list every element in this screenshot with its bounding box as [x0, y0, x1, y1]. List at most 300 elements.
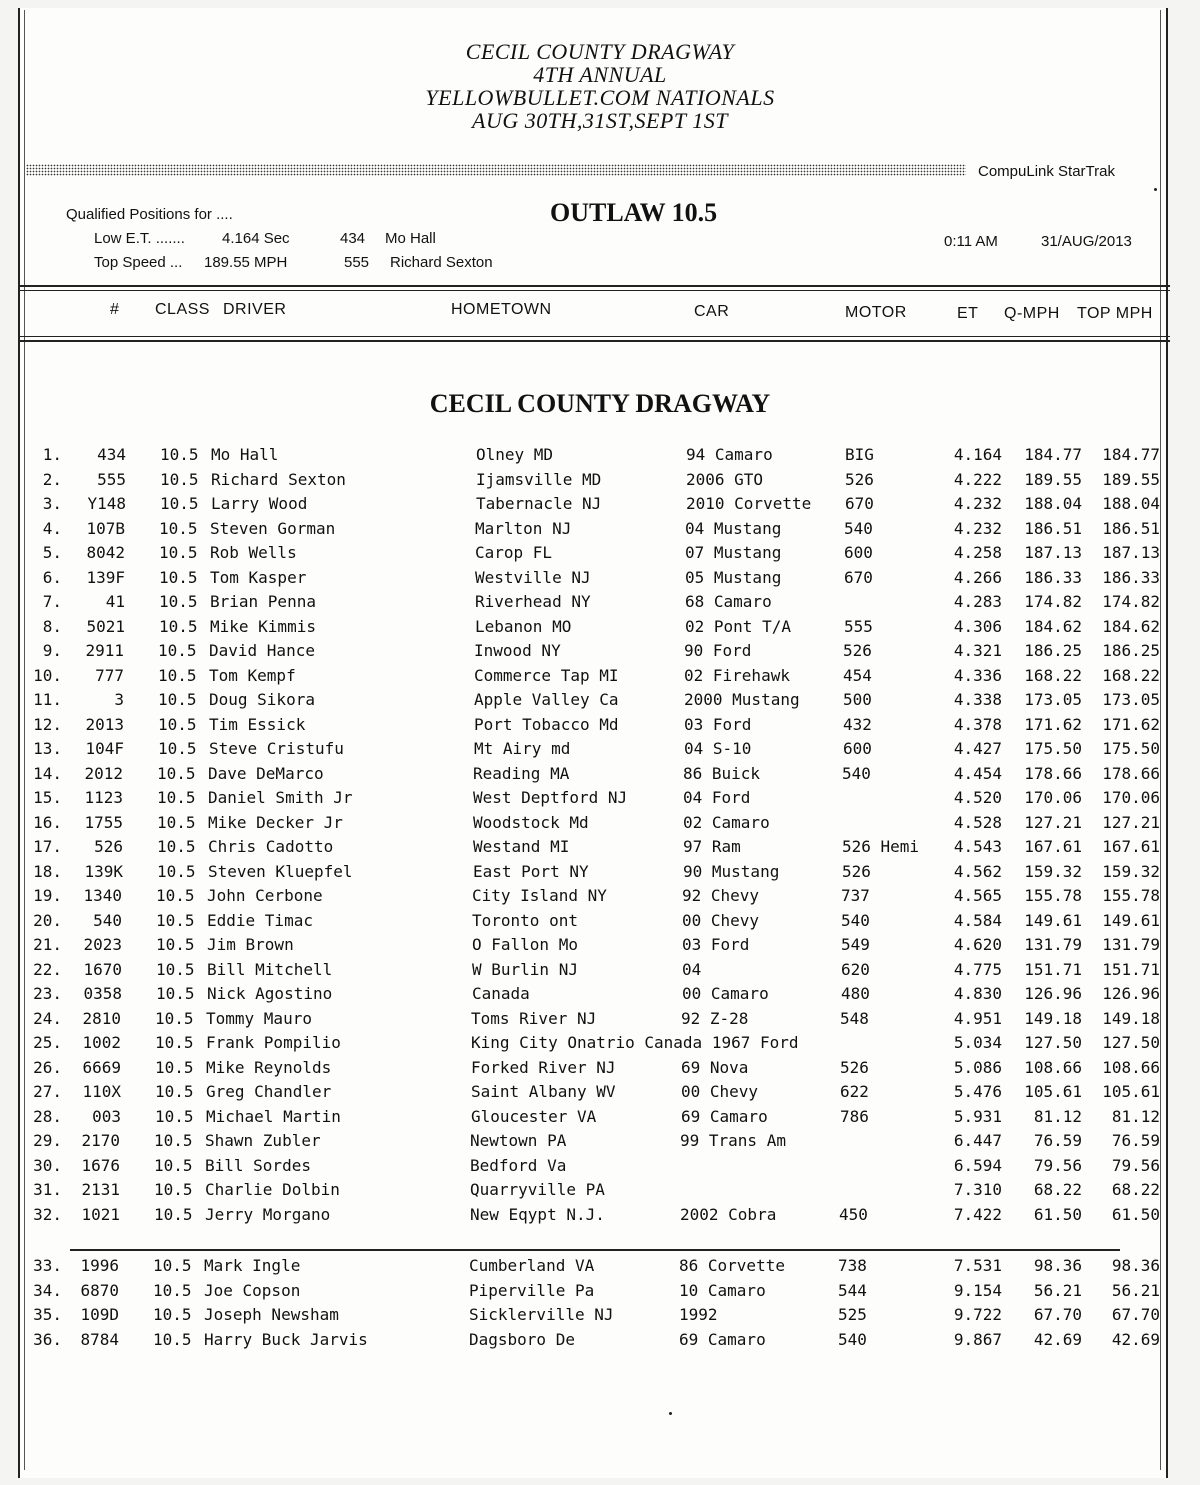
cell-et: 4.520 — [953, 788, 1002, 807]
event-dates: AUG 30TH,31ST,SEPT 1ST — [472, 108, 728, 133]
cell-et: 5.086 — [953, 1057, 1002, 1077]
cell-driver: Mo Hall — [211, 445, 279, 464]
cell-qmph: 186.51 — [1024, 518, 1082, 538]
cell-car: 69 Camaro — [681, 1106, 768, 1126]
col-header-qmph: Q-MPH — [1004, 305, 1060, 322]
cell-driver: Mark Ingle — [204, 1256, 301, 1275]
cell-et: 4.336 — [953, 665, 1002, 685]
cell-et: 4.321 — [953, 641, 1002, 660]
cell-num: 104F — [85, 739, 124, 758]
cell-car: 2000 Mustang — [684, 690, 800, 709]
cell-topmph: 126.96 — [1102, 984, 1160, 1003]
cell-motor: 600 — [844, 543, 873, 562]
cell-hometown: Westand MI — [473, 837, 570, 856]
cell-et: 4.584 — [953, 910, 1002, 930]
cell-car: 07 Mustang — [685, 543, 782, 562]
cell-et: 4.306 — [953, 616, 1002, 636]
cell-et: 9.722 — [953, 1305, 1002, 1325]
cell-motor: 549 — [841, 935, 870, 954]
cell-qmph: 79.56 — [1033, 1155, 1082, 1175]
cell-et: 4.427 — [953, 739, 1002, 758]
cell-driver: Steve Cristufu — [209, 739, 344, 758]
low-et-label: Low E.T. ....... — [94, 230, 185, 247]
cell-car: 92 Chevy — [682, 886, 760, 905]
cell-hometown: Quarryville PA — [470, 1180, 605, 1199]
cell-driver: Jim Brown — [207, 935, 294, 954]
cell-class: 10.5 — [153, 1256, 192, 1275]
cell-car: 05 Mustang — [685, 567, 782, 587]
sheet-right-rule — [1160, 10, 1161, 1470]
cell-hometown: Forked River NJ — [471, 1057, 616, 1077]
cell-driver: Daniel Smith Jr — [208, 788, 353, 807]
cell-driver: Tommy Mauro — [206, 1008, 312, 1028]
cell-num: 1340 — [83, 886, 122, 905]
cell-driver: Larry Wood — [211, 494, 308, 513]
cell-pos: 18. — [33, 861, 62, 881]
cell-driver: Greg Chandler — [206, 1082, 332, 1101]
cell-class: 10.5 — [154, 1180, 193, 1199]
cell-pos: 6. — [42, 567, 62, 587]
cell-class: 10.5 — [155, 1082, 194, 1101]
cell-pos: 19. — [33, 886, 62, 905]
cell-topmph: 151.71 — [1102, 959, 1160, 979]
cell-hometown: Riverhead NY — [475, 592, 591, 611]
cell-class: 10.5 — [157, 812, 196, 832]
cell-num: 41 — [105, 592, 125, 611]
cell-motor: 540 — [844, 518, 873, 538]
cell-qmph: 149.61 — [1024, 910, 1082, 930]
cell-hometown: City Island NY — [472, 886, 607, 905]
cell-et: 4.283 — [953, 592, 1002, 611]
cell-driver: Shawn Zubler — [205, 1131, 321, 1150]
cell-pos: 14. — [33, 763, 62, 783]
cell-hometown: Gloucester VA — [471, 1106, 597, 1126]
col-header-car: CAR — [694, 303, 730, 320]
cell-driver: John Cerbone — [207, 886, 323, 905]
cell-qmph: 61.50 — [1033, 1204, 1082, 1224]
rule-top-1 — [18, 285, 1170, 287]
cell-topmph: 186.51 — [1102, 518, 1160, 538]
cell-topmph: 167.61 — [1102, 837, 1160, 856]
cell-et: 4.232 — [953, 494, 1002, 513]
cell-qmph: 188.04 — [1024, 494, 1082, 513]
report-date: 31/AUG/2013 — [1041, 233, 1132, 250]
cell-car: 94 Camaro — [686, 445, 773, 464]
cell-num: 139F — [86, 567, 125, 587]
cell-hometown: Piperville Pa — [469, 1280, 595, 1300]
cell-num: 139K — [84, 861, 123, 881]
event-venue: CECIL COUNTY DRAGWAY — [465, 39, 735, 64]
cell-pos: 2. — [42, 469, 62, 489]
low-et-driver: Mo Hall — [385, 230, 436, 247]
cell-et: 4.164 — [953, 445, 1002, 464]
col-header-class: CLASS — [155, 301, 210, 318]
top-speed-value: 189.55 MPH — [204, 254, 288, 271]
cell-driver: Nick Agostino — [207, 984, 333, 1003]
cell-num: 110X — [82, 1082, 121, 1101]
cell-topmph: 42.69 — [1111, 1330, 1160, 1350]
cell-motor: 555 — [844, 616, 873, 636]
cell-qmph: 186.25 — [1024, 641, 1082, 660]
cell-pos: 28. — [33, 1106, 62, 1126]
cell-pos: 3. — [42, 494, 62, 513]
cell-class: 10.5 — [155, 1008, 194, 1028]
cell-class: 10.5 — [159, 567, 198, 587]
cell-et: 4.775 — [953, 959, 1002, 979]
rule-top-2 — [18, 290, 1170, 291]
cell-num: Y148 — [87, 494, 126, 513]
cell-pos: 16. — [33, 812, 62, 832]
cell-qmph: 187.13 — [1024, 543, 1082, 562]
cell-qmph: 186.33 — [1024, 567, 1082, 587]
cell-et: 5.931 — [953, 1106, 1002, 1126]
col-header-num: # — [110, 301, 120, 318]
speck — [1154, 188, 1157, 191]
cell-qmph: 81.12 — [1033, 1106, 1082, 1126]
cell-pos: 26. — [33, 1057, 62, 1077]
cell-motor: 670 — [845, 494, 874, 513]
cell-pos: 1. — [42, 445, 62, 464]
cell-driver: Eddie Timac — [207, 910, 313, 930]
cell-class: 10.5 — [156, 910, 195, 930]
cell-qmph: 98.36 — [1033, 1256, 1082, 1275]
cell-car: 03 Ford — [682, 935, 750, 954]
cell-hometown: Bedford Va — [470, 1155, 567, 1175]
cell-driver: Richard Sexton — [211, 469, 346, 489]
cell-num: 2013 — [85, 714, 124, 734]
cell-num: 555 — [97, 469, 126, 489]
cell-qmph: 184.77 — [1024, 445, 1082, 464]
cell-topmph: 159.32 — [1102, 861, 1160, 881]
cell-pos: 12. — [33, 714, 62, 734]
cell-num: 540 — [93, 910, 122, 930]
cell-motor: 526 Hemi — [842, 837, 920, 856]
cell-topmph: 127.50 — [1102, 1033, 1160, 1052]
cell-num: 6669 — [82, 1057, 121, 1077]
cell-class: 10.5 — [156, 959, 195, 979]
cell-motor: 525 — [838, 1305, 867, 1325]
cell-et: 4.378 — [953, 714, 1002, 734]
cell-topmph: 56.21 — [1111, 1280, 1160, 1300]
event-edition: 4TH ANNUAL — [533, 62, 667, 87]
cell-motor: 526 — [842, 861, 871, 881]
cell-driver: Charlie Dolbin — [205, 1180, 340, 1199]
cell-num: 2023 — [83, 935, 122, 954]
cell-qmph: 170.06 — [1024, 788, 1082, 807]
cell-motor: 670 — [844, 567, 873, 587]
cell-topmph: 168.22 — [1102, 665, 1160, 685]
cell-car: 00 Chevy — [681, 1082, 759, 1101]
cell-pos: 4. — [42, 518, 62, 538]
cell-pos: 13. — [33, 739, 62, 758]
cell-class: 10.5 — [157, 861, 196, 881]
cell-hometown: Ijamsville MD — [476, 469, 602, 489]
cell-et: 9.154 — [953, 1280, 1002, 1300]
cell-class: 10.5 — [153, 1305, 192, 1325]
cell-hometown: Reading MA — [473, 763, 570, 783]
cell-motor: 786 — [840, 1106, 869, 1126]
qualified-label: Qualified Positions for .... — [66, 206, 233, 223]
cell-qmph: 184.62 — [1024, 616, 1082, 636]
cell-class: 10.5 — [159, 518, 198, 538]
cell-car: 02 Pont T/A — [685, 616, 791, 636]
cell-qmph: 174.82 — [1024, 592, 1082, 611]
cell-pos: 31. — [33, 1180, 62, 1199]
cell-class: 10.5 — [158, 665, 197, 685]
cell-qmph: 151.71 — [1024, 959, 1082, 979]
cell-num: 8042 — [86, 543, 125, 562]
cell-class: 10.5 — [157, 788, 196, 807]
col-header-driver: DRIVER — [223, 301, 287, 318]
cell-num: 2131 — [81, 1180, 120, 1199]
cell-car: 02 Camaro — [683, 812, 770, 832]
cell-driver: Mike Decker Jr — [208, 812, 343, 832]
timing-brand: CompuLink StarTrak — [978, 163, 1115, 180]
cell-hometown: West Deptford NJ — [473, 788, 628, 807]
cell-class: 10.5 — [156, 935, 195, 954]
cell-car: 2002 Cobra — [680, 1204, 777, 1224]
cell-topmph: 98.36 — [1111, 1256, 1160, 1275]
cell-qmph: 167.61 — [1024, 837, 1082, 856]
cell-topmph: 61.50 — [1111, 1204, 1160, 1224]
cell-motor: 500 — [843, 690, 872, 709]
cell-driver: Steven Kluepfel — [208, 861, 353, 881]
cell-motor: BIG — [845, 445, 874, 464]
cell-car: 99 Trans Am — [680, 1131, 786, 1150]
cell-pos: 36. — [33, 1330, 62, 1350]
cell-hometown: Canada — [472, 984, 530, 1003]
track-heading: CECIL COUNTY DRAGWAY — [429, 389, 771, 418]
cell-motor: 526 — [840, 1057, 869, 1077]
cell-pos: 7. — [42, 592, 62, 611]
cell-driver: Jerry Morgano — [205, 1204, 331, 1224]
cell-class: 10.5 — [158, 690, 197, 709]
cell-car: 02 Firehawk — [684, 665, 790, 685]
cell-hometown: Marlton NJ — [475, 518, 572, 538]
cell-driver: Rob Wells — [210, 543, 297, 562]
cell-motor: 454 — [843, 665, 872, 685]
cell-qmph: 155.78 — [1024, 886, 1082, 905]
cell-hometown: Inwood NY — [474, 641, 561, 660]
cell-pos: 10. — [33, 665, 62, 685]
cell-qmph: 68.22 — [1033, 1180, 1082, 1199]
cell-qmph: 42.69 — [1033, 1330, 1082, 1350]
cell-topmph: 175.50 — [1102, 739, 1160, 758]
cell-topmph: 108.66 — [1102, 1057, 1160, 1077]
cell-qmph: 189.55 — [1024, 469, 1082, 489]
cell-driver: Joseph Newsham — [204, 1305, 339, 1325]
cell-hometown: Lebanon MO — [475, 616, 572, 636]
event-name: YELLOWBULLET.COM NATIONALS — [425, 85, 775, 110]
cell-topmph: 186.25 — [1102, 641, 1160, 660]
cell-hometown: Westville NJ — [475, 567, 591, 587]
cell-num: 2170 — [81, 1131, 120, 1150]
cell-driver: Bill Sordes — [205, 1155, 311, 1175]
cell-num: 1021 — [81, 1204, 120, 1224]
cell-topmph: 170.06 — [1102, 788, 1160, 807]
cell-motor: 544 — [838, 1280, 867, 1300]
cell-qmph: 67.70 — [1033, 1305, 1082, 1325]
cell-class: 10.5 — [159, 543, 198, 562]
cell-hometown: Woodstock Md — [473, 812, 589, 832]
cell-hometown: Carop FL — [475, 543, 553, 562]
cell-class: 10.5 — [155, 1033, 194, 1052]
cell-num: 2810 — [82, 1008, 121, 1028]
cell-class: 10.5 — [158, 641, 197, 660]
cell-car: 86 Corvette — [679, 1256, 785, 1275]
cell-et: 4.258 — [953, 543, 1002, 562]
cell-car: 90 Mustang — [683, 861, 780, 881]
cell-pos: 17. — [33, 837, 62, 856]
cell-driver: Harry Buck Jarvis — [204, 1330, 368, 1350]
cell-pos: 23. — [33, 984, 62, 1003]
cell-class: 10.5 — [153, 1330, 192, 1350]
cell-class: 10.5 — [157, 837, 196, 856]
cell-hometown: East Port NY — [473, 861, 589, 881]
cell-qmph: 173.05 — [1024, 690, 1082, 709]
cell-car: 97 Ram — [683, 837, 741, 856]
cell-pos: 33. — [33, 1256, 62, 1275]
cell-hometown: Commerce Tap MI — [474, 665, 619, 685]
cell-num: 777 — [95, 665, 124, 685]
cell-motor: 526 — [845, 469, 874, 489]
cell-motor: 620 — [841, 959, 870, 979]
rule-bottom-2 — [18, 340, 1170, 342]
cell-pos: 22. — [33, 959, 62, 979]
cell-topmph: 178.66 — [1102, 763, 1160, 783]
cell-class: 10.5 — [155, 1057, 194, 1077]
cell-qmph: 56.21 — [1033, 1280, 1082, 1300]
cell-num: 6870 — [80, 1280, 119, 1300]
low-et-value: 4.164 Sec — [222, 230, 290, 247]
cell-car: 04 S-10 — [684, 739, 752, 758]
cell-motor: 548 — [840, 1008, 869, 1028]
cell-motor: 480 — [841, 984, 870, 1003]
cell-car: 2010 Corvette — [686, 494, 812, 513]
cell-num: 5021 — [86, 616, 125, 636]
cell-hometown: Sicklerville NJ — [469, 1305, 614, 1325]
cell-car: 69 Camaro — [679, 1330, 766, 1350]
cell-pos: 35. — [33, 1305, 62, 1325]
cell-et: 4.562 — [953, 861, 1002, 881]
cell-qmph: 168.22 — [1024, 665, 1082, 685]
cell-num: 1755 — [84, 812, 123, 832]
cell-pos: 8. — [42, 616, 62, 636]
speck — [669, 1412, 672, 1415]
cell-hometown: Toms River NJ — [471, 1008, 597, 1028]
cell-driver: Doug Sikora — [209, 690, 315, 709]
cell-motor: 540 — [842, 763, 871, 783]
cell-num: 3 — [114, 690, 124, 709]
cell-topmph: 184.62 — [1102, 616, 1160, 636]
cell-num: 2012 — [84, 763, 123, 783]
cell-qmph: 171.62 — [1024, 714, 1082, 734]
cell-topmph: 174.82 — [1102, 592, 1160, 611]
cell-driver: Tom Kempf — [209, 665, 296, 685]
cell-driver: Dave DeMarco — [208, 763, 324, 783]
cell-motor: 622 — [840, 1082, 869, 1101]
col-header-motor: MOTOR — [845, 304, 907, 321]
cell-topmph: 187.13 — [1102, 543, 1160, 562]
cell-et: 6.447 — [953, 1131, 1002, 1150]
cell-hometown: Olney MD — [476, 445, 554, 464]
cell-class: 10.5 — [160, 494, 199, 513]
cell-et: 4.528 — [953, 812, 1002, 832]
col-header-et: ET — [957, 305, 979, 322]
cell-class: 10.5 — [156, 886, 195, 905]
cell-pos: 21. — [33, 935, 62, 954]
cell-car: 69 Nova — [681, 1057, 749, 1077]
cell-topmph: 155.78 — [1102, 886, 1160, 905]
cell-qmph: 76.59 — [1033, 1131, 1082, 1150]
cell-num: 8784 — [80, 1330, 119, 1350]
cell-class: 10.5 — [158, 714, 197, 734]
cell-class: 10.5 — [160, 445, 199, 464]
cell-car: 1992 — [679, 1305, 718, 1325]
cell-num: 1123 — [84, 788, 123, 807]
cell-hometown: New Eqypt N.J. — [470, 1204, 605, 1224]
cell-hometown: King City Onatrio Canada 1967 Ford — [471, 1033, 799, 1052]
cell-motor: 526 — [843, 641, 872, 660]
cell-et: 7.531 — [953, 1256, 1002, 1275]
cell-driver: Michael Martin — [206, 1106, 341, 1126]
cell-qmph: 108.66 — [1024, 1057, 1082, 1077]
cell-num: 1670 — [83, 959, 122, 979]
cell-pos: 27. — [33, 1082, 62, 1101]
cell-topmph: 189.55 — [1102, 469, 1160, 489]
low-et-car: 434 — [340, 230, 366, 247]
cell-et: 4.830 — [953, 984, 1002, 1003]
cell-car: 00 Camaro — [682, 984, 769, 1003]
cell-hometown: O Fallon Mo — [472, 935, 578, 954]
cell-driver: Tom Kasper — [210, 567, 307, 587]
cell-class: 10.5 — [154, 1204, 193, 1224]
cell-et: 4.266 — [953, 567, 1002, 587]
cell-class: 10.5 — [159, 616, 198, 636]
cell-hometown: Saint Albany WV — [471, 1082, 616, 1101]
cell-pos: 29. — [33, 1131, 62, 1150]
cell-topmph: 171.62 — [1102, 714, 1160, 734]
cell-car: 92 Z-28 — [681, 1008, 749, 1028]
cell-driver: Brian Penna — [210, 592, 316, 611]
col-header-topmph: TOP MPH — [1077, 305, 1153, 322]
cell-class: 10.5 — [158, 739, 197, 758]
cell-num: 109D — [80, 1305, 119, 1325]
cell-class: 10.5 — [154, 1155, 193, 1175]
cell-pos: 24. — [33, 1008, 62, 1028]
cell-motor: 540 — [838, 1330, 867, 1350]
cell-hometown: Tabernacle NJ — [476, 494, 602, 513]
cell-class: 10.5 — [160, 469, 199, 489]
cell-topmph: 186.33 — [1102, 567, 1160, 587]
cell-topmph: 76.59 — [1111, 1131, 1160, 1150]
cell-car: 90 Ford — [684, 641, 752, 660]
cell-topmph: 127.21 — [1102, 812, 1160, 832]
cell-et: 4.620 — [953, 935, 1002, 954]
top-speed-car: 555 — [344, 254, 370, 271]
cell-hometown: Cumberland VA — [469, 1256, 595, 1275]
cell-motor: 600 — [843, 739, 872, 758]
cell-num: 1002 — [82, 1033, 121, 1052]
col-header-hometown: HOMETOWN — [451, 301, 552, 318]
cell-hometown: Port Tobacco Md — [474, 714, 619, 734]
cell-qmph: 126.96 — [1024, 984, 1082, 1003]
cell-class: 10.5 — [154, 1131, 193, 1150]
cell-pos: 9. — [42, 641, 62, 660]
cell-topmph: 68.22 — [1111, 1180, 1160, 1199]
cell-pos: 11. — [33, 690, 62, 709]
cell-num: 107B — [86, 518, 125, 538]
